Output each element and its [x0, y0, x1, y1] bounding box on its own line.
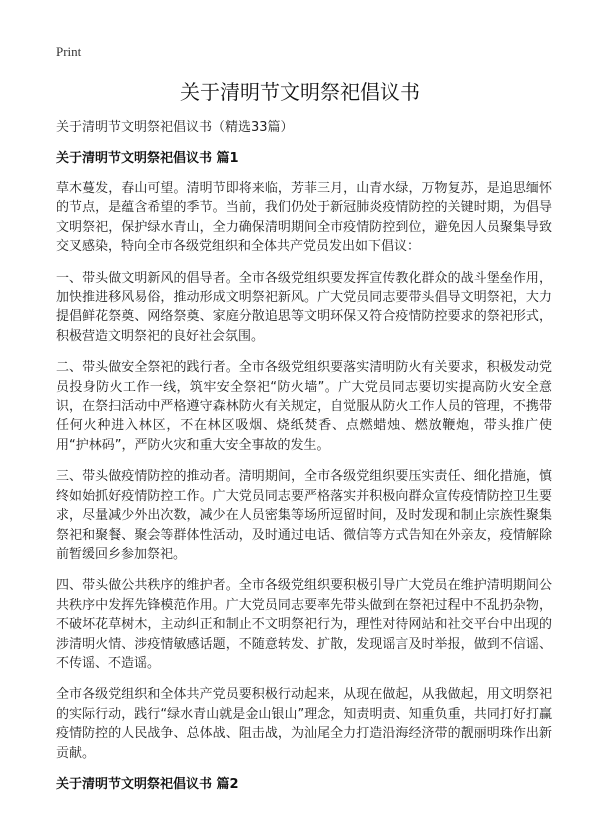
page-title: 关于清明节文明祭祀倡议书 [180, 80, 420, 104]
paragraph-conclusion: 全市各级党组织和全体共产党员要积极行动起来，从现在做起，从我做起，用文明祭祀的实际行动，践行“绿水青山就是金山银山”理念，知责明责、知重负重，共同打好打赢疫情防控的人民战争、总体战、阻击战，为汕尾全力打造沿海经济带的靓丽明珠作出新贡献。 [56, 687, 552, 761]
paragraph-point-2: 二、带头做安全祭祀的践行者。全市各级党组织要落实清明防火有关要求，积极发动党员投身防火工作一线，筑牢安全祭祀“防火墙”。广大党员同志要切实提高防火安全意识，在祭扫活动中严格遵守森林防火有关规定，自觉服从防火工作人员的管理，不携带任何火种进入林区，不在林区吸烟、烧纸焚香、点燃蜡烛、燃放鞭炮，带头推广使用“护林码”，严防火灾和重大安全事故的发生。 [56, 360, 552, 453]
paragraph-point-3: 三、带头做疫情防控的推动者。清明期间，全市各级党组织要压实责任、细化措施，慎终如始抓好疫情防控工作。广大党员同志要严格落实并积极向群众宣传疫情防控卫生要求，尽量减少外出次数，减少在人员密集等场所逗留时间，及时发现和制止宗族性聚集祭祀和聚餐、聚会等群体性活动，及时通过电话、微信等方式告知在外亲友，疫情解除前暂缓回乡参加祭祀。 [56, 469, 552, 562]
paragraph-point-4: 四、带头做公共秩序的维护者。全市各级党组织要积极引导广大党员在维护清明期间公共秩序中发挥先锋模范作用。广大党员同志要率先带头做到在祭祀过程中不乱扔杂物，不破坏花草树木，主动纠正和制止不文明祭祀行为，理性对待网站和社交平台中出现的涉清明火情、涉疫情敏感话题，不随意转发、扩散，发现谣言及时举报，做到不信谣、不传谣、不造谣。 [56, 578, 552, 671]
section-heading: 关于清明节文明祭祀倡议书 篇1 [56, 151, 239, 166]
section-heading: 关于清明节文明祭祀倡议书 篇2 [56, 776, 239, 792]
document-body [56, 118, 552, 805]
document-subtitle: 关于清明节文明祭祀倡议书（精选33篇） [56, 120, 294, 135]
section-2 [56, 775, 552, 795]
paragraph-point-1: 一、带头做文明新风的倡导者。全市各级党组织要发挥宣传教化群众的战斗堡垒作用，加快推进移风易俗，推动形成文明祭祀新风。广大党员同志要带头倡导文明祭祀，大力提倡鲜花祭奠、网络祭奠、家庭分散追思等文明环保又符合疫情防控要求的祭祀形式，积极营造文明祭祀的良好社会氛围。 [56, 270, 552, 344]
section-1 [56, 149, 552, 763]
paragraph-intro: 草木蔓发，春山可望。清明节即将来临，芳菲三月，山青水绿，万物复苏，是追思缅怀的节点，是蕴含希望的季节。当前，我们仍处于新冠肺炎疫情防控的关键时期，为倡导文明祭祀，保护绿水青山，全力确保清明期间全市疫情防控到位，避免因人员聚集导致交叉感染，特向全市各级党组织和全体共产党员发出如下倡议： [56, 181, 552, 255]
print-link[interactable]: Print [56, 44, 82, 59]
